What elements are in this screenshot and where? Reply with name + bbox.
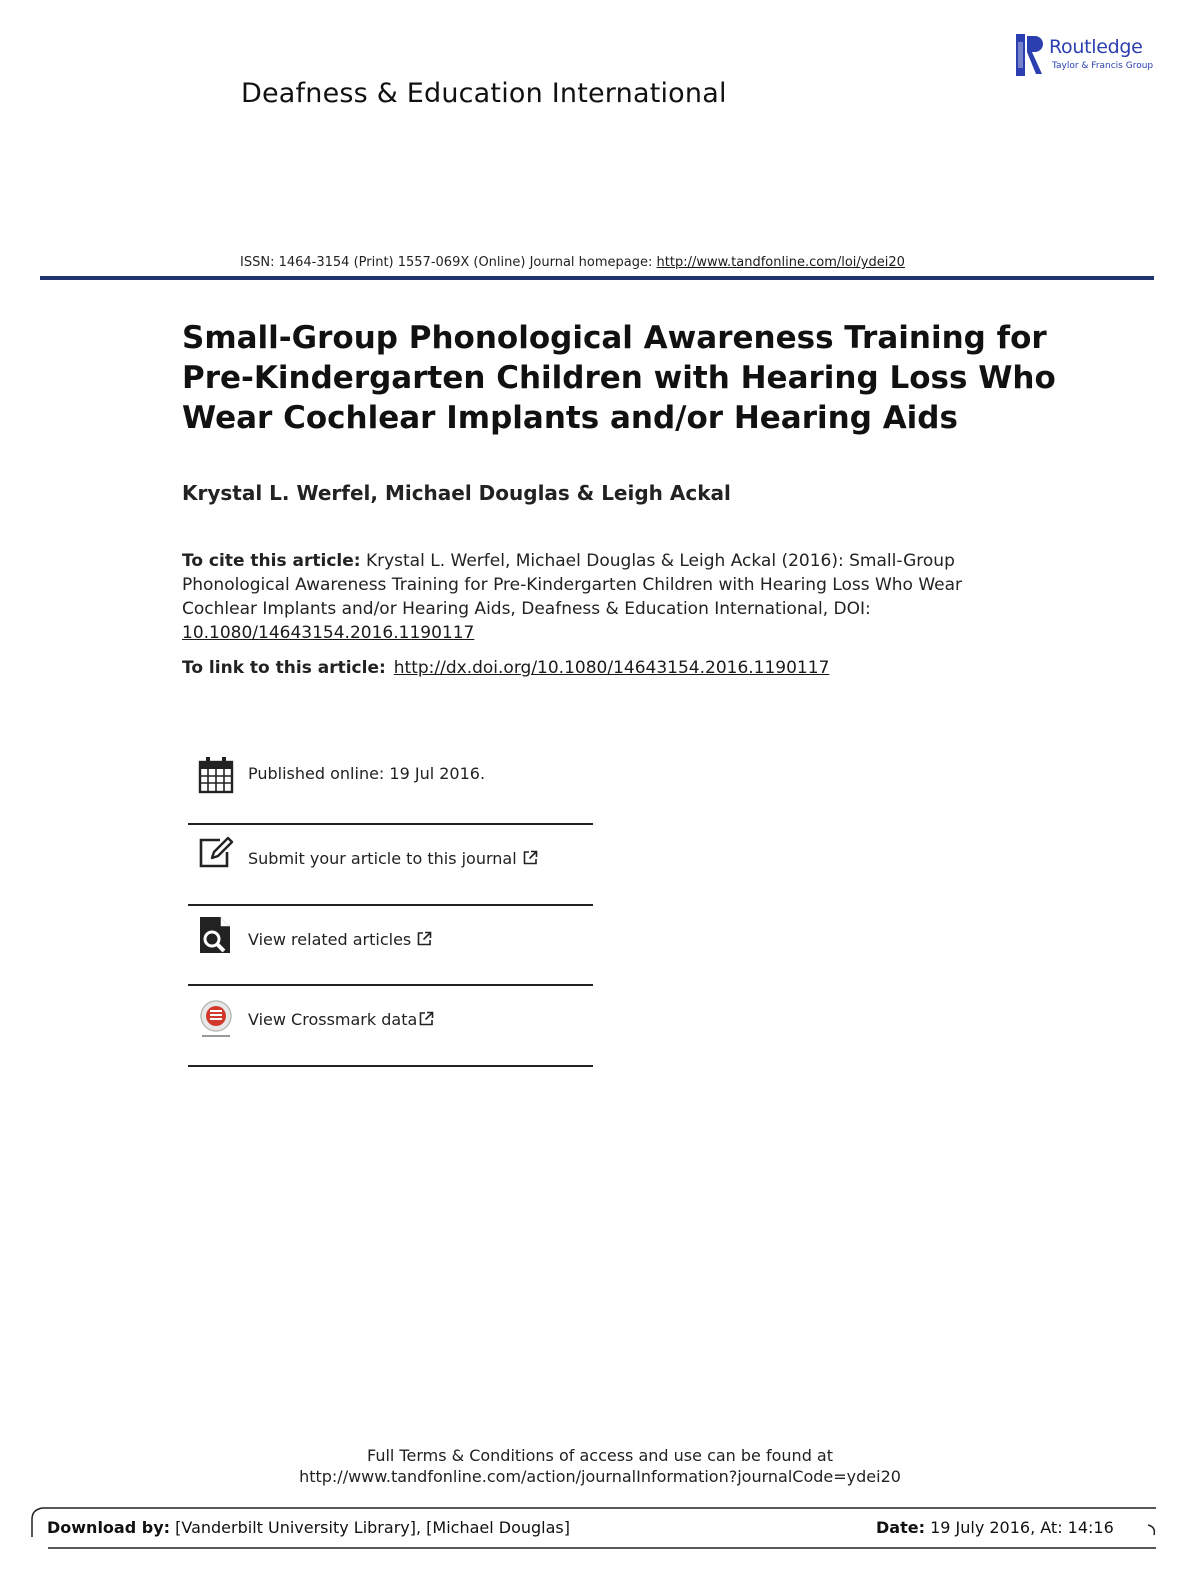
header-divider <box>40 276 1154 280</box>
download-date <box>876 1518 1114 1537</box>
download-by <box>47 1518 570 1537</box>
crossmark-row[interactable] <box>188 993 593 1053</box>
article-link-label: To link to this article: <box>182 658 386 678</box>
document-search-icon <box>198 915 232 955</box>
external-link-icon <box>417 931 432 946</box>
citation-text: Krystal L. Werfel, Michael Douglas & Leigh Ackal (2016): Small-Group Phonological Awareness Training for Pre-Kindergarten Children with Hearing Loss Who Wear Cochlear Implants and/or Hearing Aids, Deafness & Education International, DOI: <box>182 551 963 619</box>
citation-label: To cite this article: <box>182 551 361 571</box>
related-articles-row[interactable] <box>188 913 593 973</box>
download-date-label: Date: <box>876 1518 925 1537</box>
citation-doi-link[interactable]: 10.1080/14643154.2016.1190117 <box>182 623 475 643</box>
article-authors: Krystal L. Werfel, Michael Douglas & Leigh Ackal <box>182 481 731 505</box>
citation-block <box>182 549 982 645</box>
external-link-icon <box>523 850 538 865</box>
download-by-label: Download by: <box>47 1518 171 1537</box>
download-date-value: 19 July 2016, At: 14:16 <box>924 1518 1114 1537</box>
article-title: Small-Group Phonological Awareness Training for Pre-Kindergarten Children with Hearing Loss Who Wear Cochlear Implants and/or Hearing Aids <box>182 320 1056 436</box>
download-by-value: [Vanderbilt University Library], [Michael Douglas] <box>170 1518 570 1537</box>
routledge-r-icon <box>1016 34 1044 76</box>
meta-divider <box>188 904 593 906</box>
publisher-subtitle: Taylor & Francis Group <box>1052 61 1154 71</box>
terms-text: Full Terms & Conditions of access and use can be found at <box>366 1446 834 1465</box>
publisher-logo <box>1016 34 1166 78</box>
terms-url-link[interactable]: http://www.tandfonline.com/action/journalInformation?journalCode=ydei20 <box>299 1467 901 1486</box>
meta-divider <box>188 1065 593 1067</box>
issn-text: ISSN: 1464-3154 (Print) 1557-069X (Online) Journal homepage: <box>240 255 657 270</box>
article-link-line <box>182 658 829 678</box>
submit-article-link[interactable]: Submit your article to this journal <box>248 849 517 868</box>
crossmark-link[interactable]: View Crossmark data <box>248 1010 418 1029</box>
calendar-icon <box>198 756 234 794</box>
published-online-text: Published online: 19 Jul 2016. <box>248 764 486 783</box>
external-link-icon <box>419 1011 434 1026</box>
submit-article-row[interactable] <box>188 832 593 892</box>
meta-divider <box>188 823 593 825</box>
publisher-name: Routledge <box>1049 36 1143 58</box>
article-doi-url-link[interactable]: http://dx.doi.org/10.1080/14643154.2016.1190117 <box>393 658 830 678</box>
journal-title: Deafness & Education International <box>241 78 727 109</box>
journal-homepage-link[interactable]: http://www.tandfonline.com/loi/ydei20 <box>656 255 905 270</box>
meta-divider <box>188 984 593 986</box>
related-articles-link[interactable]: View related articles <box>248 930 412 949</box>
crossmark-icon <box>198 999 234 1041</box>
edit-icon <box>198 836 234 870</box>
issn-line <box>240 255 905 270</box>
published-online-row <box>188 752 593 802</box>
